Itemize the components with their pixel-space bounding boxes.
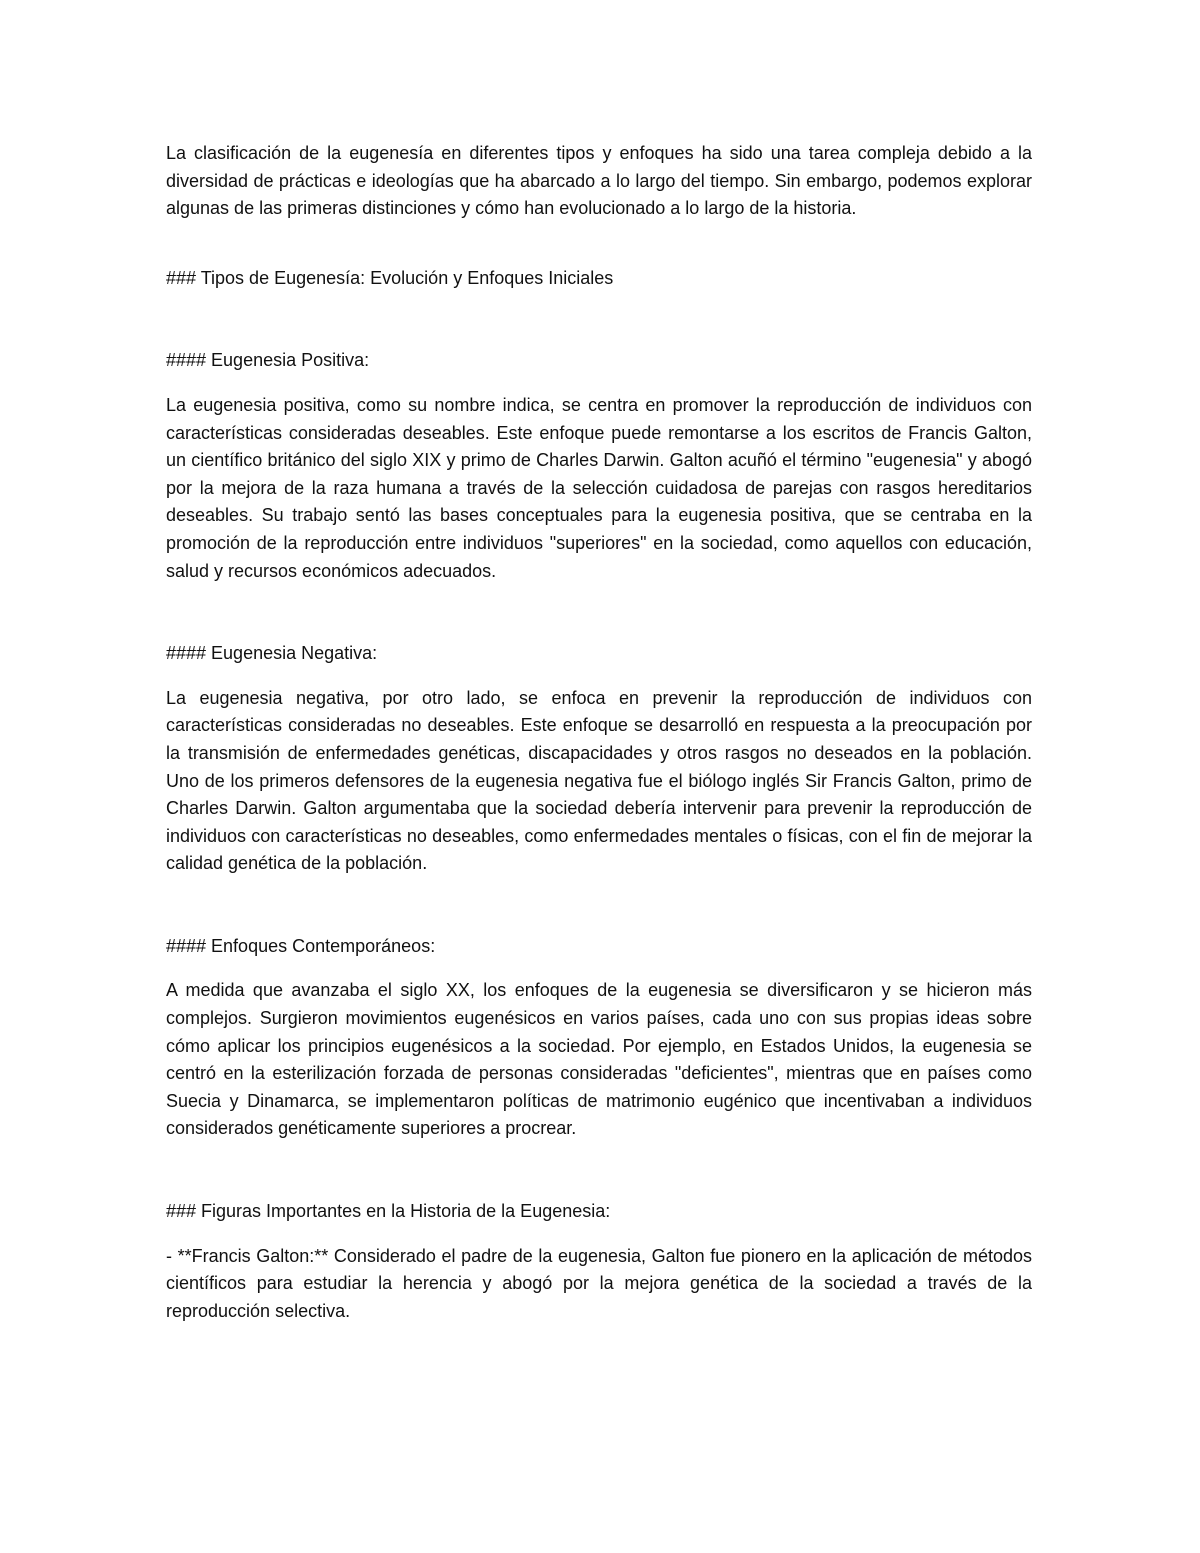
intro-paragraph: La clasificación de la eugenesía en diferentes tipos y enfoques ha sido una tarea compleja debido a la diversidad de prácticas e ideologías que ha abarcado a lo largo del tiempo. Sin embargo, podemos explorar algunas de las primeras distinciones y cómo han evolucionado a lo largo de la historia.	[166, 143, 1032, 219]
subheading-contemporaneos: #### Enfoques Contemporáneos:	[166, 935, 436, 956]
paragraph-negativa: La eugenesia negativa, por otro lado, se enfoca en prevenir la reproducción de individuos con características consideradas no deseables. Este enfoque se desarrolló en respuesta a la preocupación por la transmisión de enfermedades genéticas, discapacidades y otros rasgos no deseados en la población. Uno de los primeros defensores de la eugenesia negativa fue el biólogo inglés Sir Francis Galton, primo de Charles Darwin. Galton argumentaba que la sociedad debería intervenir para prevenir la reproducción de individuos con características no deseables, como enfermedades mentales o físicas, con el fin de mejorar la calidad genética de la población.	[166, 687, 1032, 874]
section-heading-figuras: ### Figuras Importantes en la Historia de la Eugenesia:	[166, 1201, 611, 1222]
section-heading-tipos: ### Tipos de Eugenesía: Evolución y Enfoques Iniciales	[166, 267, 614, 288]
paragraph-contemporaneos: A medida que avanzaba el siglo XX, los enfoques de la eugenesia se diversificaron y se hicieron más complejos. Surgieron movimientos eugenésicos en varios países, cada uno con sus propias ideas sobre cómo aplicar los principios eugenésicos a la sociedad. Por ejemplo, en Estados Unidos, la eugenesia se centró en la esterilización forzada de personas consideradas "deficientes", mientras que en países como Suecia y Dinamarca, se implementaron políticas de matrimonio eugénico que incentivaban a individuos considerados genéticamente superiores a procrear.	[166, 980, 1032, 1139]
subheading-negativa: #### Eugenesia Negativa:	[166, 643, 378, 664]
paragraph-positiva: La eugenesia positiva, como su nombre indica, se centra en promover la reproducción de individuos con características consideradas deseables. Este enfoque puede remontarse a los escritos de Francis Galton, un científico británico del siglo XIX y primo de Charles Darwin. Galton acuñó el término "eugenesia" y abogó por la mejora de la raza humana a través de la selección cuidadosa de parejas con rasgos hereditarios deseables. Su trabajo sentó las bases conceptuales para la eugenesia positiva, que se centraba en la promoción de la reproducción entre individuos "superiores" en la sociedad, como aquellos con educación, salud y recursos económicos adecuados.	[166, 394, 1032, 581]
list-item: - **Francis Galton:** Considerado el padre de la eugenesia, Galton fue pionero en la aplicación de métodos científicos para estudiar la herencia y abogó por la mejora genética de la sociedad a través de la reproducción selectiva.	[166, 1245, 1032, 1321]
document-body	[166, 140, 1032, 1325]
subheading-positiva: #### Eugenesia Positiva:	[166, 350, 370, 371]
